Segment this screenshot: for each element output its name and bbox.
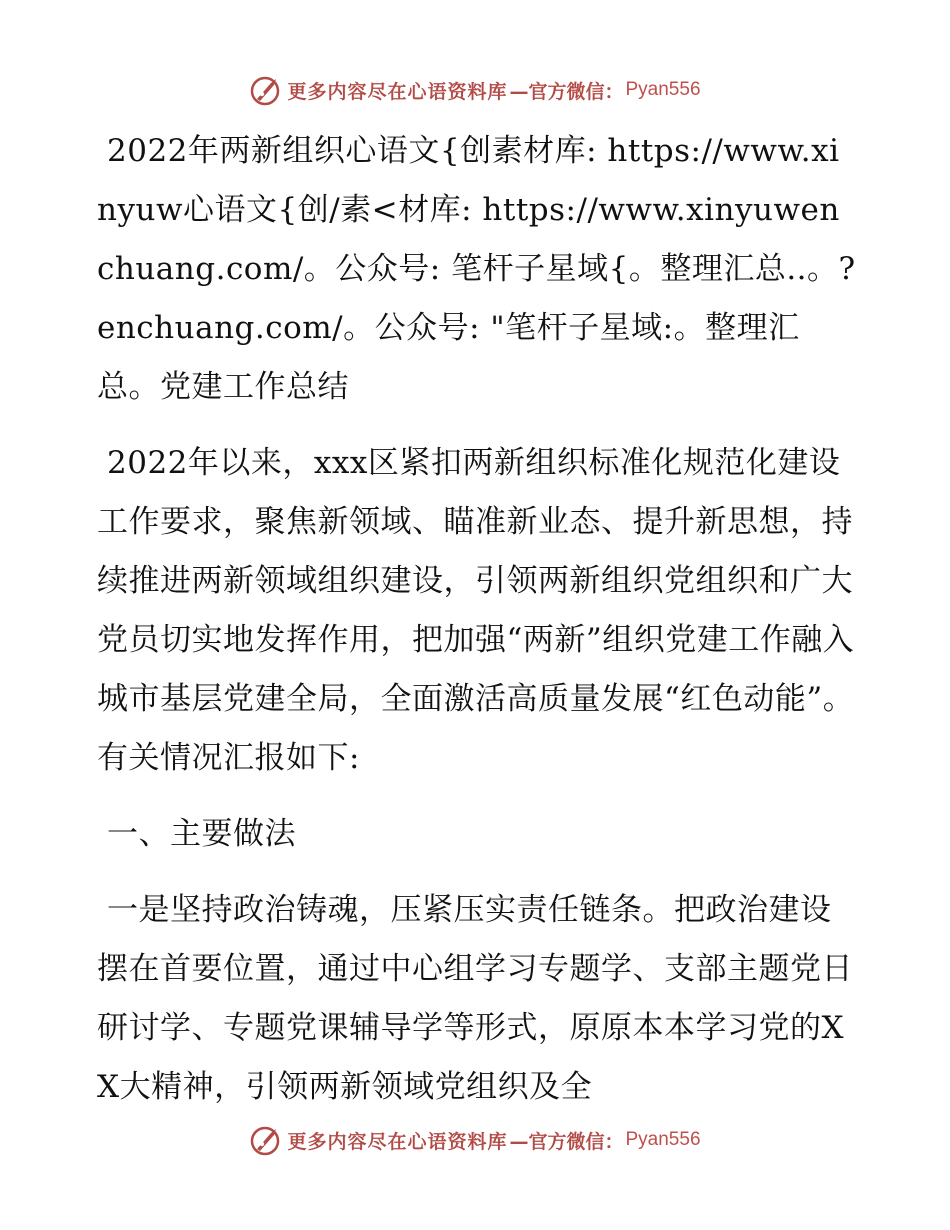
banner-text: 更多内容尽在心语资料库: [287, 1130, 508, 1153]
banner-text: 更多内容尽在心语资料库: [287, 80, 508, 103]
banner-separator: —官方微信：: [509, 80, 624, 103]
footer-banner: [0, 1120, 950, 1160]
banner-separator: —官方微信：: [509, 1130, 624, 1153]
paragraph-body: 一是坚持政治铸魂，压紧压实责任链条。把政治建设摆在首要位置，通过中心组学习专题学、支部主题党日研讨学、专题党课辅导学等形式，原原本本学习党的XX大精神，引领两新领域党组织及全: [97, 892, 853, 1105]
wechat-id: Pyan556: [625, 79, 701, 100]
paragraph-title: 2022年两新组织心语文{创素材库: https://www.xinyuw心语文{创/素<材库: https://www.xinyuwenchuang.com/。公众号: 笔杆子星域{。整理汇总..。?enchuang.com/。公众号: "笔杆子星域:。整理汇总。党建工作总结: [97, 133, 856, 405]
pen-logo-icon: [249, 73, 283, 107]
wechat-id: Pyan556: [625, 1129, 701, 1150]
header-banner: [0, 70, 950, 110]
paragraph-intro: 2022年以来，xxx区紧扣两新组织标准化规范化建设工作要求，聚焦新领域、瞄准新业态、提升新思想，持续推进两新领域组织建设，引领两新组织党组织和广大党员切实地发挥作用，把加强“两新”组织党建工作融入城市基层党建全局，全面激活高质量发展“红色动能”。有关情况汇报如下:: [97, 445, 855, 776]
document-body: [97, 122, 857, 1134]
section-heading: 一、主要做法: [107, 816, 296, 852]
pen-logo-icon: [249, 1123, 283, 1157]
